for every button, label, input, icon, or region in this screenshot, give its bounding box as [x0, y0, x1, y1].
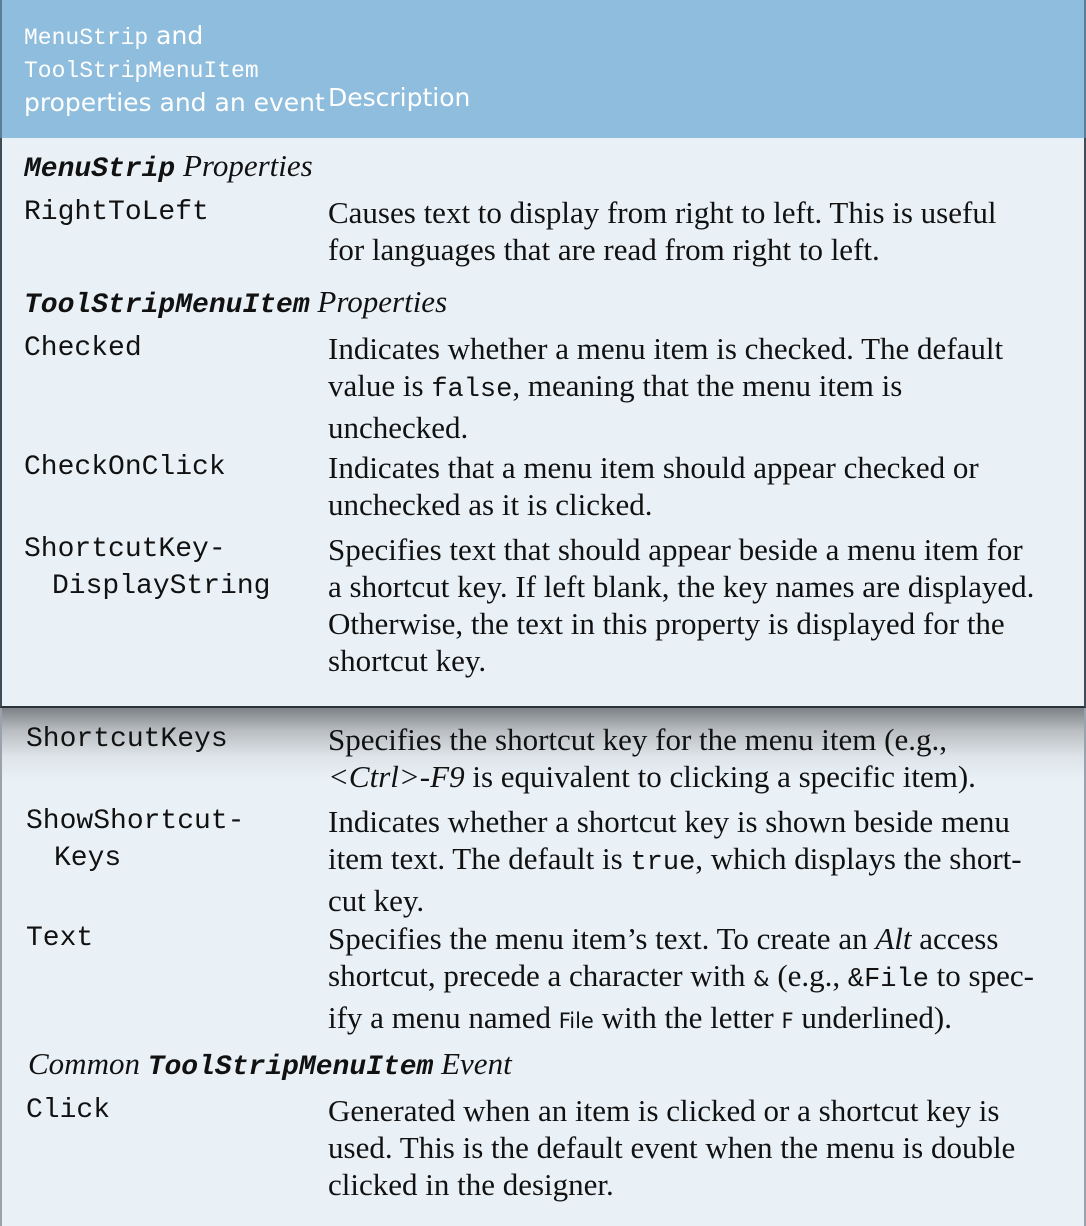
- header-column-description: Description: [328, 83, 471, 112]
- property-name-text: Text: [26, 923, 94, 954]
- desc-line: [328, 367, 1068, 409]
- property-desc-shortcutkeydisplaystring: [328, 531, 1068, 679]
- property-desc-click: [328, 1092, 1068, 1203]
- desc-line: [328, 840, 1068, 882]
- desc-italic: <Ctrl>-F9: [328, 759, 465, 794]
- desc-text: shortcut, precede a character with: [328, 958, 754, 993]
- desc-line: used. This is the default event when the menu is double: [328, 1130, 1016, 1165]
- header-column-properties: [24, 20, 325, 119]
- desc-line: Indicates whether a shortcut key is shown beside menu: [328, 804, 1010, 839]
- desc-code: &File: [847, 965, 929, 995]
- name-line: ShowShortcut-: [26, 806, 245, 837]
- desc-line: [328, 920, 1068, 957]
- header-text: properties and an event: [24, 88, 325, 117]
- property-name-showshortcutkeys: [26, 803, 244, 877]
- desc-text: access: [911, 921, 999, 956]
- desc-line: Generated when an item is clicked or a shortcut key is: [328, 1093, 1000, 1128]
- property-desc-showshortcutkeys: [328, 803, 1068, 919]
- property-desc-text: [328, 920, 1068, 1040]
- desc-line: for languages that are read from right to left.: [328, 232, 880, 267]
- section-code: ToolStripMenuItem: [24, 290, 310, 321]
- section-text: Properties: [175, 148, 313, 183]
- name-line: DisplayString: [52, 571, 271, 602]
- table-body-top: [0, 138, 1086, 708]
- property-name-click: Click: [26, 1095, 111, 1126]
- desc-text: underlined).: [793, 1000, 952, 1035]
- desc-text: with the letter: [593, 1000, 782, 1035]
- desc-text: , which displays the short-: [695, 841, 1022, 876]
- desc-line: Specifies text that should appear beside a menu item for: [328, 532, 1023, 567]
- desc-line: [328, 758, 1068, 795]
- desc-code: F: [781, 1009, 794, 1033]
- section-text: Properties: [309, 284, 448, 319]
- property-name-checkonclick: CheckOnClick: [24, 452, 226, 483]
- desc-text: Specifies the menu item’s text. To create an: [328, 921, 876, 956]
- desc-line: Specifies the shortcut key for the menu item (e.g.,: [328, 722, 947, 757]
- table-header: [0, 0, 1086, 138]
- header-text: and: [148, 21, 204, 50]
- desc-line: cut key.: [328, 883, 425, 918]
- section-code: MenuStrip: [24, 154, 176, 185]
- desc-text: value is: [328, 368, 432, 403]
- section-code: ToolStripMenuItem: [147, 1052, 434, 1083]
- desc-line: unchecked as it is clicked.: [328, 487, 653, 522]
- header-code-toolstripmenuitem: ToolStripMenuItem: [24, 58, 259, 84]
- section-heading-event: [28, 1046, 512, 1086]
- property-desc-checked: [328, 330, 1068, 446]
- table-body-bottom: [0, 708, 1086, 1226]
- desc-line: [328, 957, 1068, 999]
- property-desc-checkonclick: [328, 449, 1068, 523]
- desc-line: shortcut key.: [328, 643, 487, 678]
- header-code-menustrip: MenuStrip: [24, 25, 149, 51]
- desc-line: Indicates whether a menu item is checked. The default: [328, 331, 1004, 366]
- desc-code: true: [630, 848, 696, 878]
- section-text: Event: [433, 1046, 512, 1081]
- desc-text: , meaning that the menu item is: [512, 368, 903, 403]
- desc-text: is equivalent to clicking a specific item).: [464, 759, 976, 794]
- desc-line: Causes text to display from right to left. This is useful: [328, 195, 997, 230]
- desc-text: (e.g.,: [769, 958, 848, 993]
- desc-line: unchecked.: [328, 410, 469, 445]
- desc-code: &: [753, 967, 770, 991]
- property-desc-righttoleft: [328, 194, 1068, 268]
- desc-code: false: [431, 375, 513, 405]
- property-name-shortcutkeydisplaystring: [24, 531, 270, 605]
- property-name-righttoleft: RightToLeft: [24, 197, 209, 228]
- section-text: Common: [28, 1046, 148, 1081]
- desc-text: to spec-: [928, 958, 1034, 993]
- desc-line: Indicates that a menu item should appear checked or: [328, 450, 979, 485]
- name-line: ShortcutKey-: [24, 534, 226, 565]
- property-name-checked: Checked: [24, 333, 142, 364]
- desc-code: File: [558, 1009, 594, 1033]
- desc-text: item text. The default is: [328, 841, 631, 876]
- desc-italic: Alt: [875, 921, 912, 956]
- desc-line: clicked in the designer.: [328, 1167, 614, 1202]
- name-line: Keys: [54, 843, 122, 874]
- desc-line: Otherwise, the text in this property is displayed for the: [328, 606, 1005, 641]
- section-heading-menustrip: [24, 148, 313, 188]
- section-heading-toolstripmenuitem: [24, 284, 447, 324]
- desc-line: a shortcut key. If left blank, the key names are displayed.: [328, 569, 1035, 604]
- desc-line: [328, 999, 1068, 1040]
- property-name-shortcutkeys: ShortcutKeys: [26, 724, 228, 755]
- desc-text: ify a menu named: [328, 1000, 559, 1035]
- property-desc-shortcutkeys: [328, 721, 1068, 795]
